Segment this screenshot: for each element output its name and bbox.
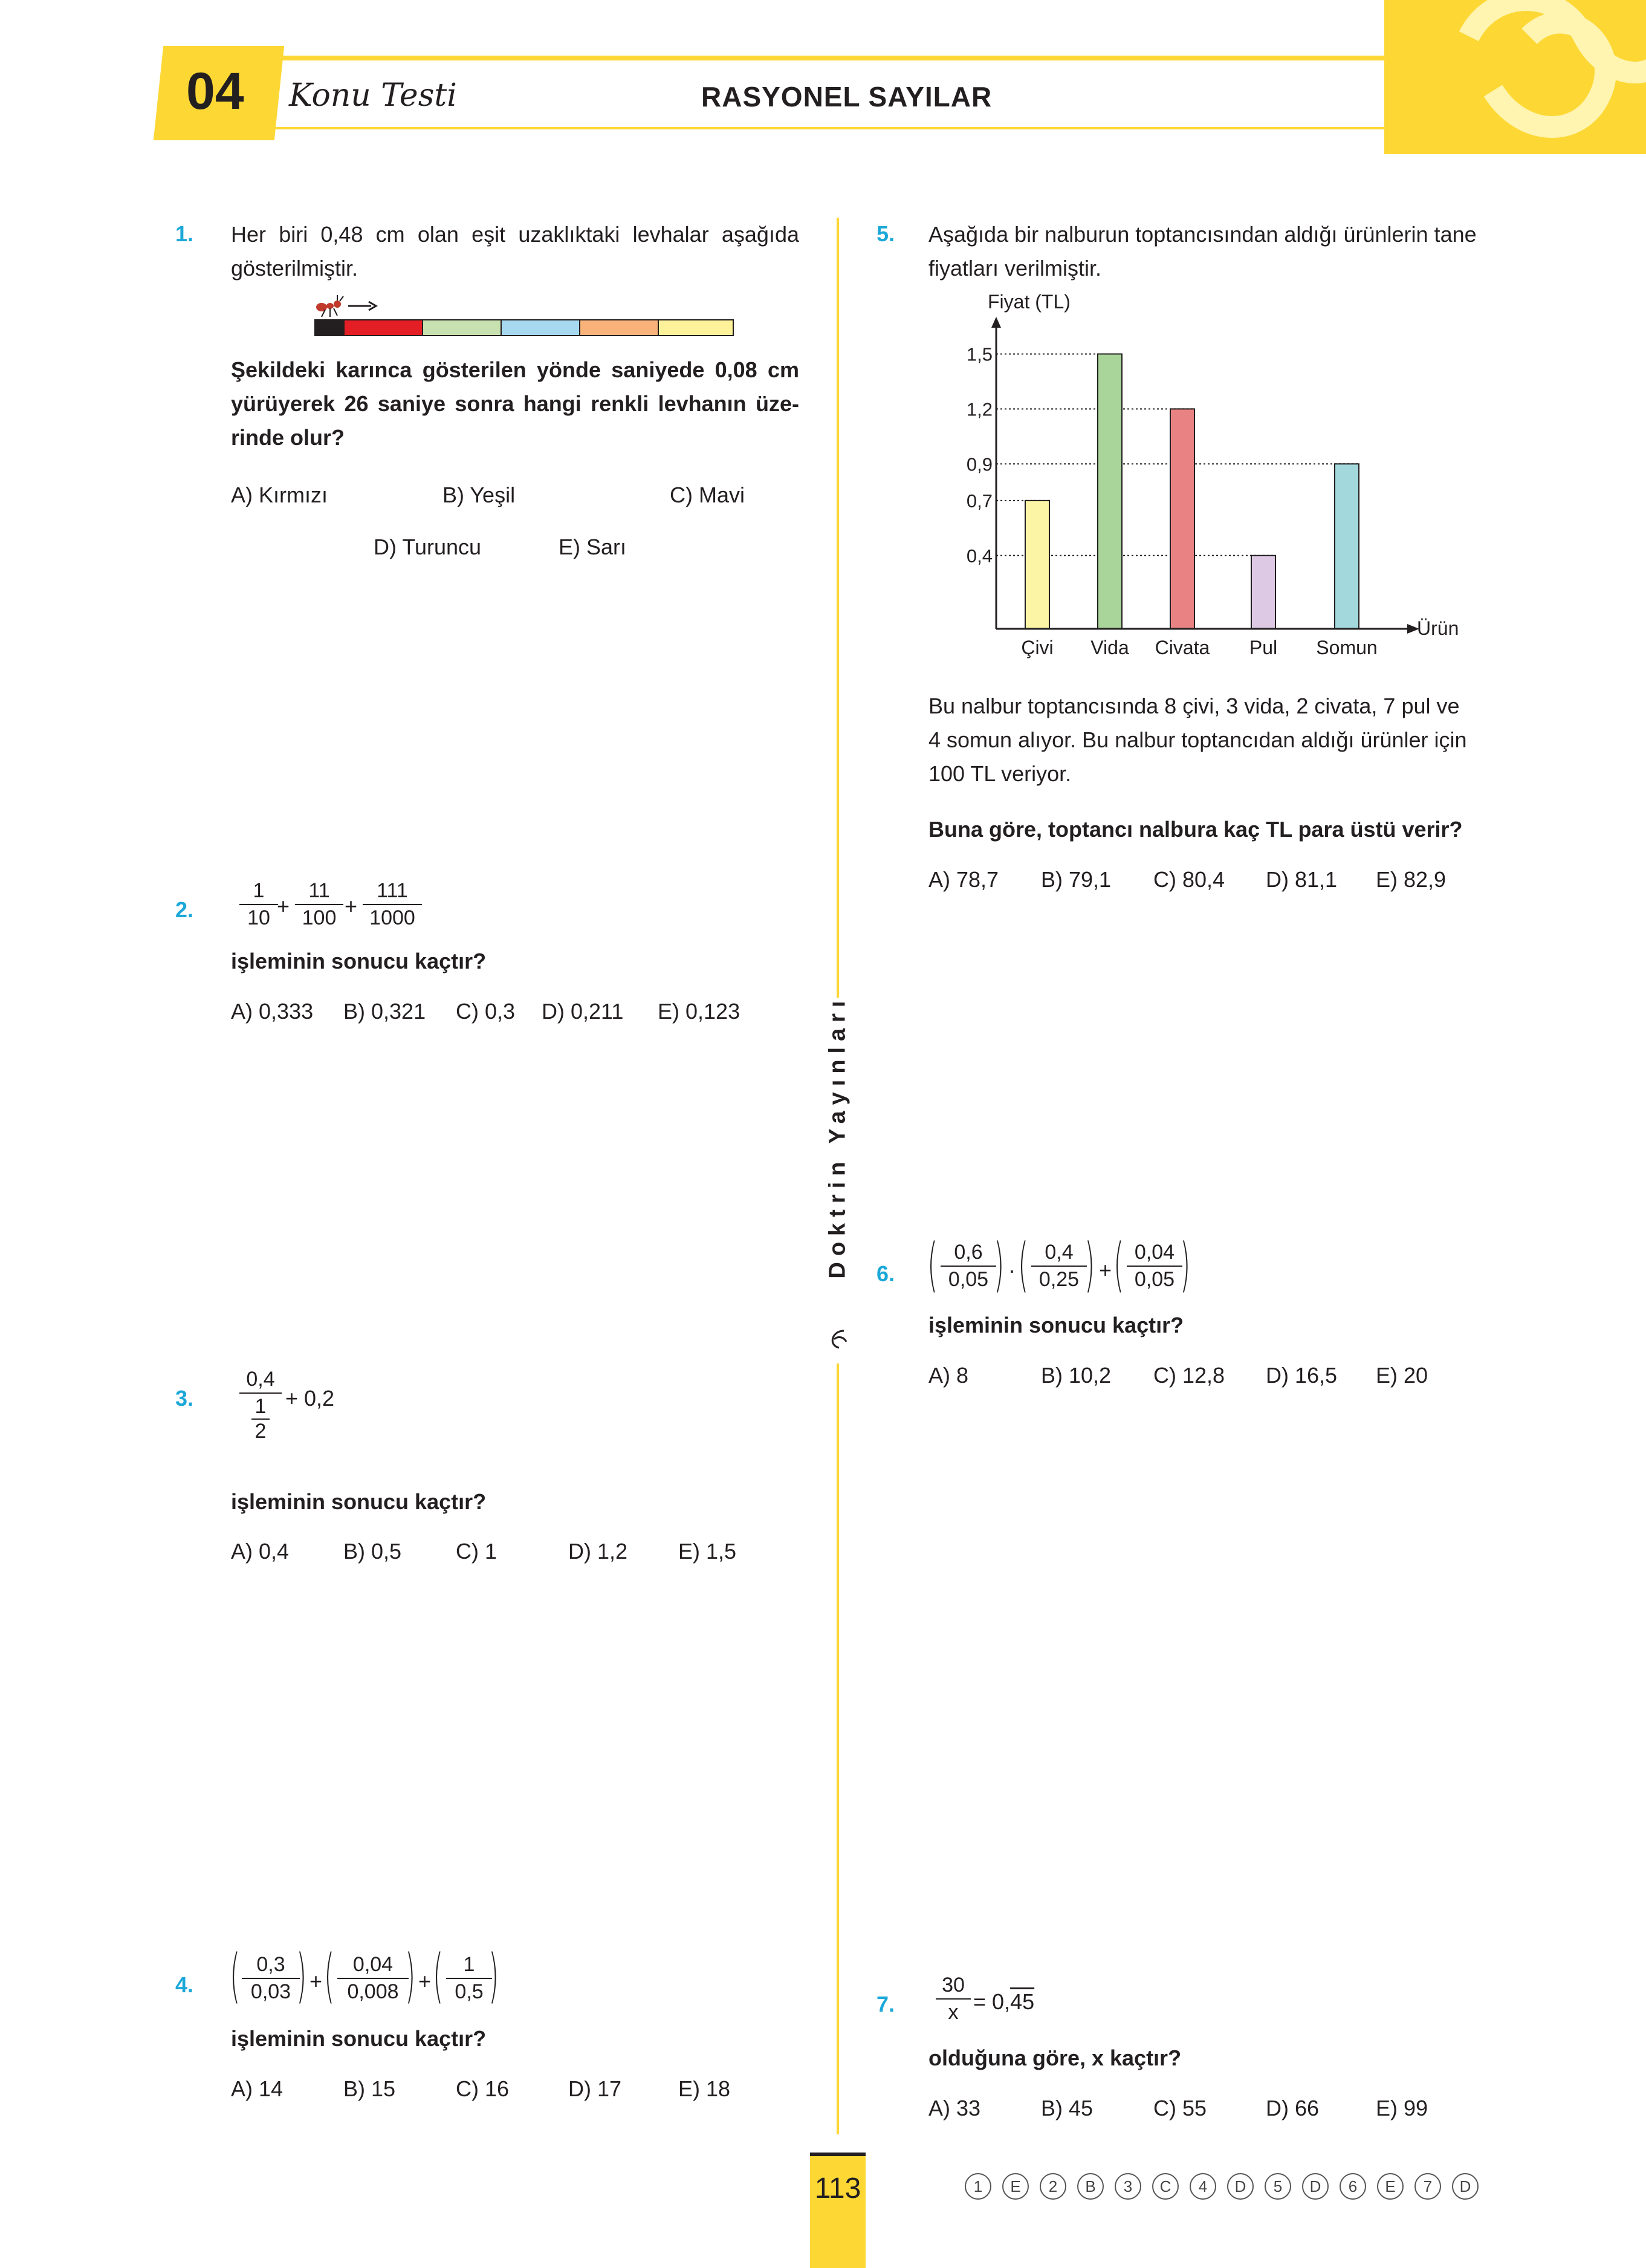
fraction bbox=[941, 1241, 996, 1292]
price-bar-chart bbox=[943, 290, 1487, 665]
bar-somun bbox=[1335, 464, 1359, 629]
fraction bbox=[239, 879, 278, 930]
option-d[interactable]: D) Turuncu bbox=[374, 535, 482, 559]
y-tick-label: 0,9 bbox=[966, 453, 993, 475]
option-c[interactable]: C) 16 bbox=[456, 2076, 510, 2101]
numerator: 0,4 bbox=[1031, 1241, 1087, 1267]
answer-key-number: 5 bbox=[1265, 2173, 1291, 2200]
column-divider-top bbox=[837, 218, 839, 998]
option-e[interactable]: E) 99 bbox=[1376, 2096, 1428, 2120]
chart-bars bbox=[1025, 354, 1359, 629]
answer-key-number: 1 bbox=[965, 2173, 991, 2200]
equals-expression bbox=[973, 1989, 1034, 2015]
left-paren: ( bbox=[433, 1942, 444, 2010]
question-number: 4. bbox=[175, 1972, 194, 1997]
option-a[interactable]: A) 0,333 bbox=[231, 999, 314, 1024]
bar-çivi bbox=[1025, 501, 1049, 629]
numerator: 11 bbox=[295, 879, 343, 905]
question-prompt: işleminin sonucu kaçtır? bbox=[928, 1313, 1184, 1337]
question-body: 4 somun alıyor. Bu nalbur toptancıdan aldığı ürünler için bbox=[928, 727, 1467, 752]
right-paren: ) bbox=[1180, 1231, 1191, 1299]
option-e[interactable]: E) Sarı bbox=[559, 535, 627, 559]
page-number-rule bbox=[810, 2153, 866, 2156]
column-divider-bottom bbox=[837, 1363, 839, 2134]
x-tick-label: Civata bbox=[1155, 637, 1210, 658]
y-tick-label: 0,7 bbox=[966, 490, 993, 512]
option-c[interactable]: C) 55 bbox=[1153, 2096, 1207, 2120]
option-e[interactable]: E) 0,123 bbox=[658, 999, 740, 1024]
x-tick-label: Somun bbox=[1316, 637, 1378, 658]
left-paren: ( bbox=[324, 1942, 335, 2010]
denominator: 0,05 bbox=[948, 1268, 989, 1291]
y-tick-label: 0,4 bbox=[966, 545, 993, 567]
option-c[interactable]: C) 12,8 bbox=[1153, 1363, 1225, 1388]
x-tick-label: Çivi bbox=[1021, 637, 1054, 658]
y-tick-label: 1,5 bbox=[966, 343, 993, 365]
option-d[interactable]: D) 17 bbox=[568, 2076, 622, 2101]
option-b[interactable]: B) 0,5 bbox=[343, 1539, 402, 1564]
test-number: 04 bbox=[186, 62, 244, 120]
right-paren: ) bbox=[405, 1942, 416, 2010]
option-b[interactable]: B) 0,321 bbox=[343, 999, 426, 1024]
question-number: 2. bbox=[175, 897, 194, 922]
question-prompt: işleminin sonucu kaçtır? bbox=[231, 949, 487, 973]
x-tick-label: Vida bbox=[1090, 637, 1129, 658]
right-paren: ) bbox=[994, 1231, 1005, 1299]
repeating-digits: 45 bbox=[1010, 1989, 1035, 2014]
question-prompt: Buna göre, toptancı nalbura kaç TL para üstü verir? bbox=[928, 817, 1463, 842]
answer-key-letter: C bbox=[1152, 2173, 1179, 2200]
fraction bbox=[363, 879, 422, 930]
option-a[interactable]: A) 14 bbox=[231, 2076, 284, 2101]
question-prompt: olduğuna göre, x kaçtır? bbox=[928, 2045, 1182, 2070]
option-d[interactable]: D) 66 bbox=[1266, 2096, 1320, 2120]
y-axis-label: Fiyat (TL) bbox=[988, 291, 1071, 313]
numerator: 0,3 bbox=[242, 1953, 300, 1979]
bar-vida bbox=[1098, 354, 1122, 629]
denominator: 0,25 bbox=[1038, 1268, 1080, 1291]
question-number: 7. bbox=[876, 1992, 895, 2016]
option-e[interactable]: E) 1,5 bbox=[678, 1539, 737, 1564]
answer-key-letter: E bbox=[1377, 2173, 1404, 2200]
plus-sign: + bbox=[309, 1969, 323, 1993]
bar-civata bbox=[1170, 409, 1194, 629]
answer-key-letter: B bbox=[1077, 2173, 1104, 2200]
denominator: 10 bbox=[247, 906, 270, 929]
answer-key-number: 6 bbox=[1340, 2173, 1366, 2200]
option-a[interactable]: A) Kırmızı bbox=[231, 483, 328, 507]
fraction bbox=[295, 879, 343, 930]
answer-key-number: 3 bbox=[1115, 2173, 1141, 2200]
answer-key-letter: E bbox=[1002, 2173, 1029, 2200]
y-axis-arrow bbox=[991, 317, 1001, 328]
question-stem: fiyatları verilmiştir. bbox=[928, 256, 1102, 281]
numerator: 0,4 bbox=[239, 1368, 282, 1394]
right-paren: ) bbox=[296, 1942, 307, 2010]
question-number: 1. bbox=[175, 221, 194, 246]
option-a[interactable]: A) 33 bbox=[928, 2096, 981, 2120]
y-tick-label: 1,2 bbox=[966, 398, 993, 420]
numerator: 0,04 bbox=[1127, 1241, 1182, 1267]
numerator: 111 bbox=[363, 879, 422, 905]
numerator: 0,6 bbox=[941, 1241, 996, 1267]
fraction bbox=[936, 1974, 971, 2024]
page-title: RASYONEL SAYILAR bbox=[701, 81, 993, 112]
expression-tail: + 0,2 bbox=[285, 1386, 335, 1411]
plate-red bbox=[343, 320, 422, 335]
left-paren: ( bbox=[927, 1231, 938, 1299]
answer-key-letter: D bbox=[1227, 2173, 1254, 2200]
option-b[interactable]: B) 45 bbox=[1041, 2096, 1094, 2120]
option-d[interactable]: D) 81,1 bbox=[1266, 867, 1338, 892]
option-a[interactable]: A) 8 bbox=[928, 1363, 969, 1388]
question-prompt: işleminin sonucu kaçtır? bbox=[231, 2026, 487, 2051]
question-body: 100 TL veriyor. bbox=[928, 761, 1072, 786]
complex-fraction bbox=[239, 1368, 282, 1443]
option-d[interactable]: D) 1,2 bbox=[568, 1539, 628, 1564]
left-paren: ( bbox=[1018, 1231, 1029, 1299]
publisher-logo-icon bbox=[826, 1327, 850, 1351]
question-number: 3. bbox=[175, 1386, 194, 1411]
right-paren: ) bbox=[488, 1942, 499, 2010]
question-prompt: yürüyerek 26 saniye sonra hangi renkli levhanın üze- bbox=[231, 391, 799, 416]
question-stem: Aşağıda bir nalburun toptancısından aldığı ürünlerin tane bbox=[928, 222, 1477, 247]
right-paren: ) bbox=[1084, 1231, 1095, 1299]
question-stem: Her biri 0,48 cm olan eşit uzaklıktaki levhalar aşağıda bbox=[231, 222, 799, 247]
denominator: 0,05 bbox=[1134, 1268, 1175, 1291]
multiply-dot: · bbox=[1008, 1258, 1016, 1282]
page-number-tab bbox=[810, 2153, 866, 2268]
answer-key-number: 7 bbox=[1414, 2173, 1441, 2200]
y-tick-labels bbox=[967, 343, 993, 566]
question-stem: gösterilmiştir. bbox=[231, 256, 358, 281]
option-c[interactable]: C) 0,3 bbox=[456, 999, 516, 1024]
option-d[interactable]: D) 0,211 bbox=[542, 999, 624, 1024]
question-prompt: rinde olur? bbox=[231, 425, 345, 450]
fraction bbox=[1127, 1241, 1182, 1292]
plus-sign: + bbox=[277, 894, 290, 918]
denominator: 100 bbox=[302, 906, 337, 929]
answer-key-letter: D bbox=[1302, 2173, 1329, 2200]
question-body: Bu nalbur toptancısında 8 çivi, 3 vida, 2 civata, 7 pul ve bbox=[928, 694, 1460, 718]
plate-orange bbox=[579, 320, 658, 335]
infinity-icon bbox=[1384, 0, 1646, 154]
header-rule-bottom bbox=[260, 127, 1408, 129]
inner-denominator: 2 bbox=[254, 1420, 267, 1443]
plate-blue bbox=[501, 320, 579, 335]
publisher-label: Doktrin Yayınları bbox=[825, 995, 851, 1279]
option-c[interactable]: C) Mavi bbox=[670, 483, 745, 507]
option-b[interactable]: B) 15 bbox=[343, 2076, 396, 2101]
option-b[interactable]: B) 10,2 bbox=[1041, 1363, 1112, 1388]
plus-sign: + bbox=[1099, 1258, 1112, 1282]
denominator: x bbox=[948, 2001, 959, 2024]
option-d[interactable]: D) 16,5 bbox=[1266, 1363, 1338, 1388]
x-tick-labels bbox=[1021, 637, 1377, 658]
equals-part: = 0, bbox=[973, 1989, 1011, 2014]
question-number: 6. bbox=[876, 1261, 895, 1286]
left-paren: ( bbox=[1113, 1231, 1124, 1299]
plate-green bbox=[422, 320, 501, 335]
numerator: 1 bbox=[446, 1953, 492, 1979]
option-e[interactable]: E) 20 bbox=[1376, 1363, 1428, 1388]
fraction bbox=[337, 1953, 409, 2004]
bar-pul bbox=[1251, 556, 1275, 629]
numerator: 1 bbox=[239, 879, 278, 905]
fraction bbox=[446, 1953, 492, 2004]
plate-strip bbox=[314, 319, 734, 336]
option-e[interactable]: E) 82,9 bbox=[1376, 867, 1447, 892]
fraction bbox=[1031, 1241, 1087, 1292]
denominator: 1000 bbox=[369, 906, 415, 929]
inner-numerator: 1 bbox=[251, 1395, 270, 1420]
denominator: 0,008 bbox=[347, 1980, 399, 2003]
inner-fraction bbox=[239, 1394, 282, 1443]
plus-sign: + bbox=[418, 1969, 432, 1993]
plate-start bbox=[316, 320, 343, 335]
plate-yellow bbox=[658, 320, 733, 335]
answer-key-number: 4 bbox=[1190, 2173, 1216, 2200]
header-rule-top bbox=[260, 56, 1408, 60]
option-a[interactable]: A) 78,7 bbox=[928, 867, 999, 892]
test-label: Konu Testi bbox=[289, 77, 457, 114]
denominator: 0,03 bbox=[250, 1980, 291, 2003]
left-paren: ( bbox=[230, 1942, 241, 2010]
option-a[interactable]: A) 0,4 bbox=[231, 1539, 290, 1564]
x-axis-label: Ürün bbox=[1417, 617, 1459, 639]
option-b[interactable]: B) Yeşil bbox=[442, 483, 516, 507]
fraction bbox=[242, 1953, 300, 2004]
x-tick-label: Pul bbox=[1249, 637, 1278, 658]
numerator: 30 bbox=[936, 1974, 971, 2000]
question-prompt: Şekildeki karınca gösterilen yönde saniyede 0,08 cm bbox=[231, 357, 799, 382]
numerator: 0,04 bbox=[337, 1953, 409, 1979]
option-e[interactable]: E) 18 bbox=[678, 2076, 731, 2101]
option-c[interactable]: C) 1 bbox=[456, 1539, 497, 1564]
question-prompt: işleminin sonucu kaçtır? bbox=[231, 1489, 487, 1514]
answer-key-number: 2 bbox=[1040, 2173, 1066, 2200]
option-b[interactable]: B) 79,1 bbox=[1041, 867, 1112, 892]
question-number: 5. bbox=[876, 221, 895, 246]
plus-sign: + bbox=[345, 894, 358, 918]
answer-key bbox=[965, 2173, 1497, 2202]
page-number: 113 bbox=[814, 2172, 861, 2205]
answer-key-letter: D bbox=[1452, 2173, 1479, 2200]
ant-icon bbox=[313, 293, 380, 320]
denominator: 0,5 bbox=[455, 1980, 484, 2003]
option-c[interactable]: C) 80,4 bbox=[1153, 867, 1225, 892]
